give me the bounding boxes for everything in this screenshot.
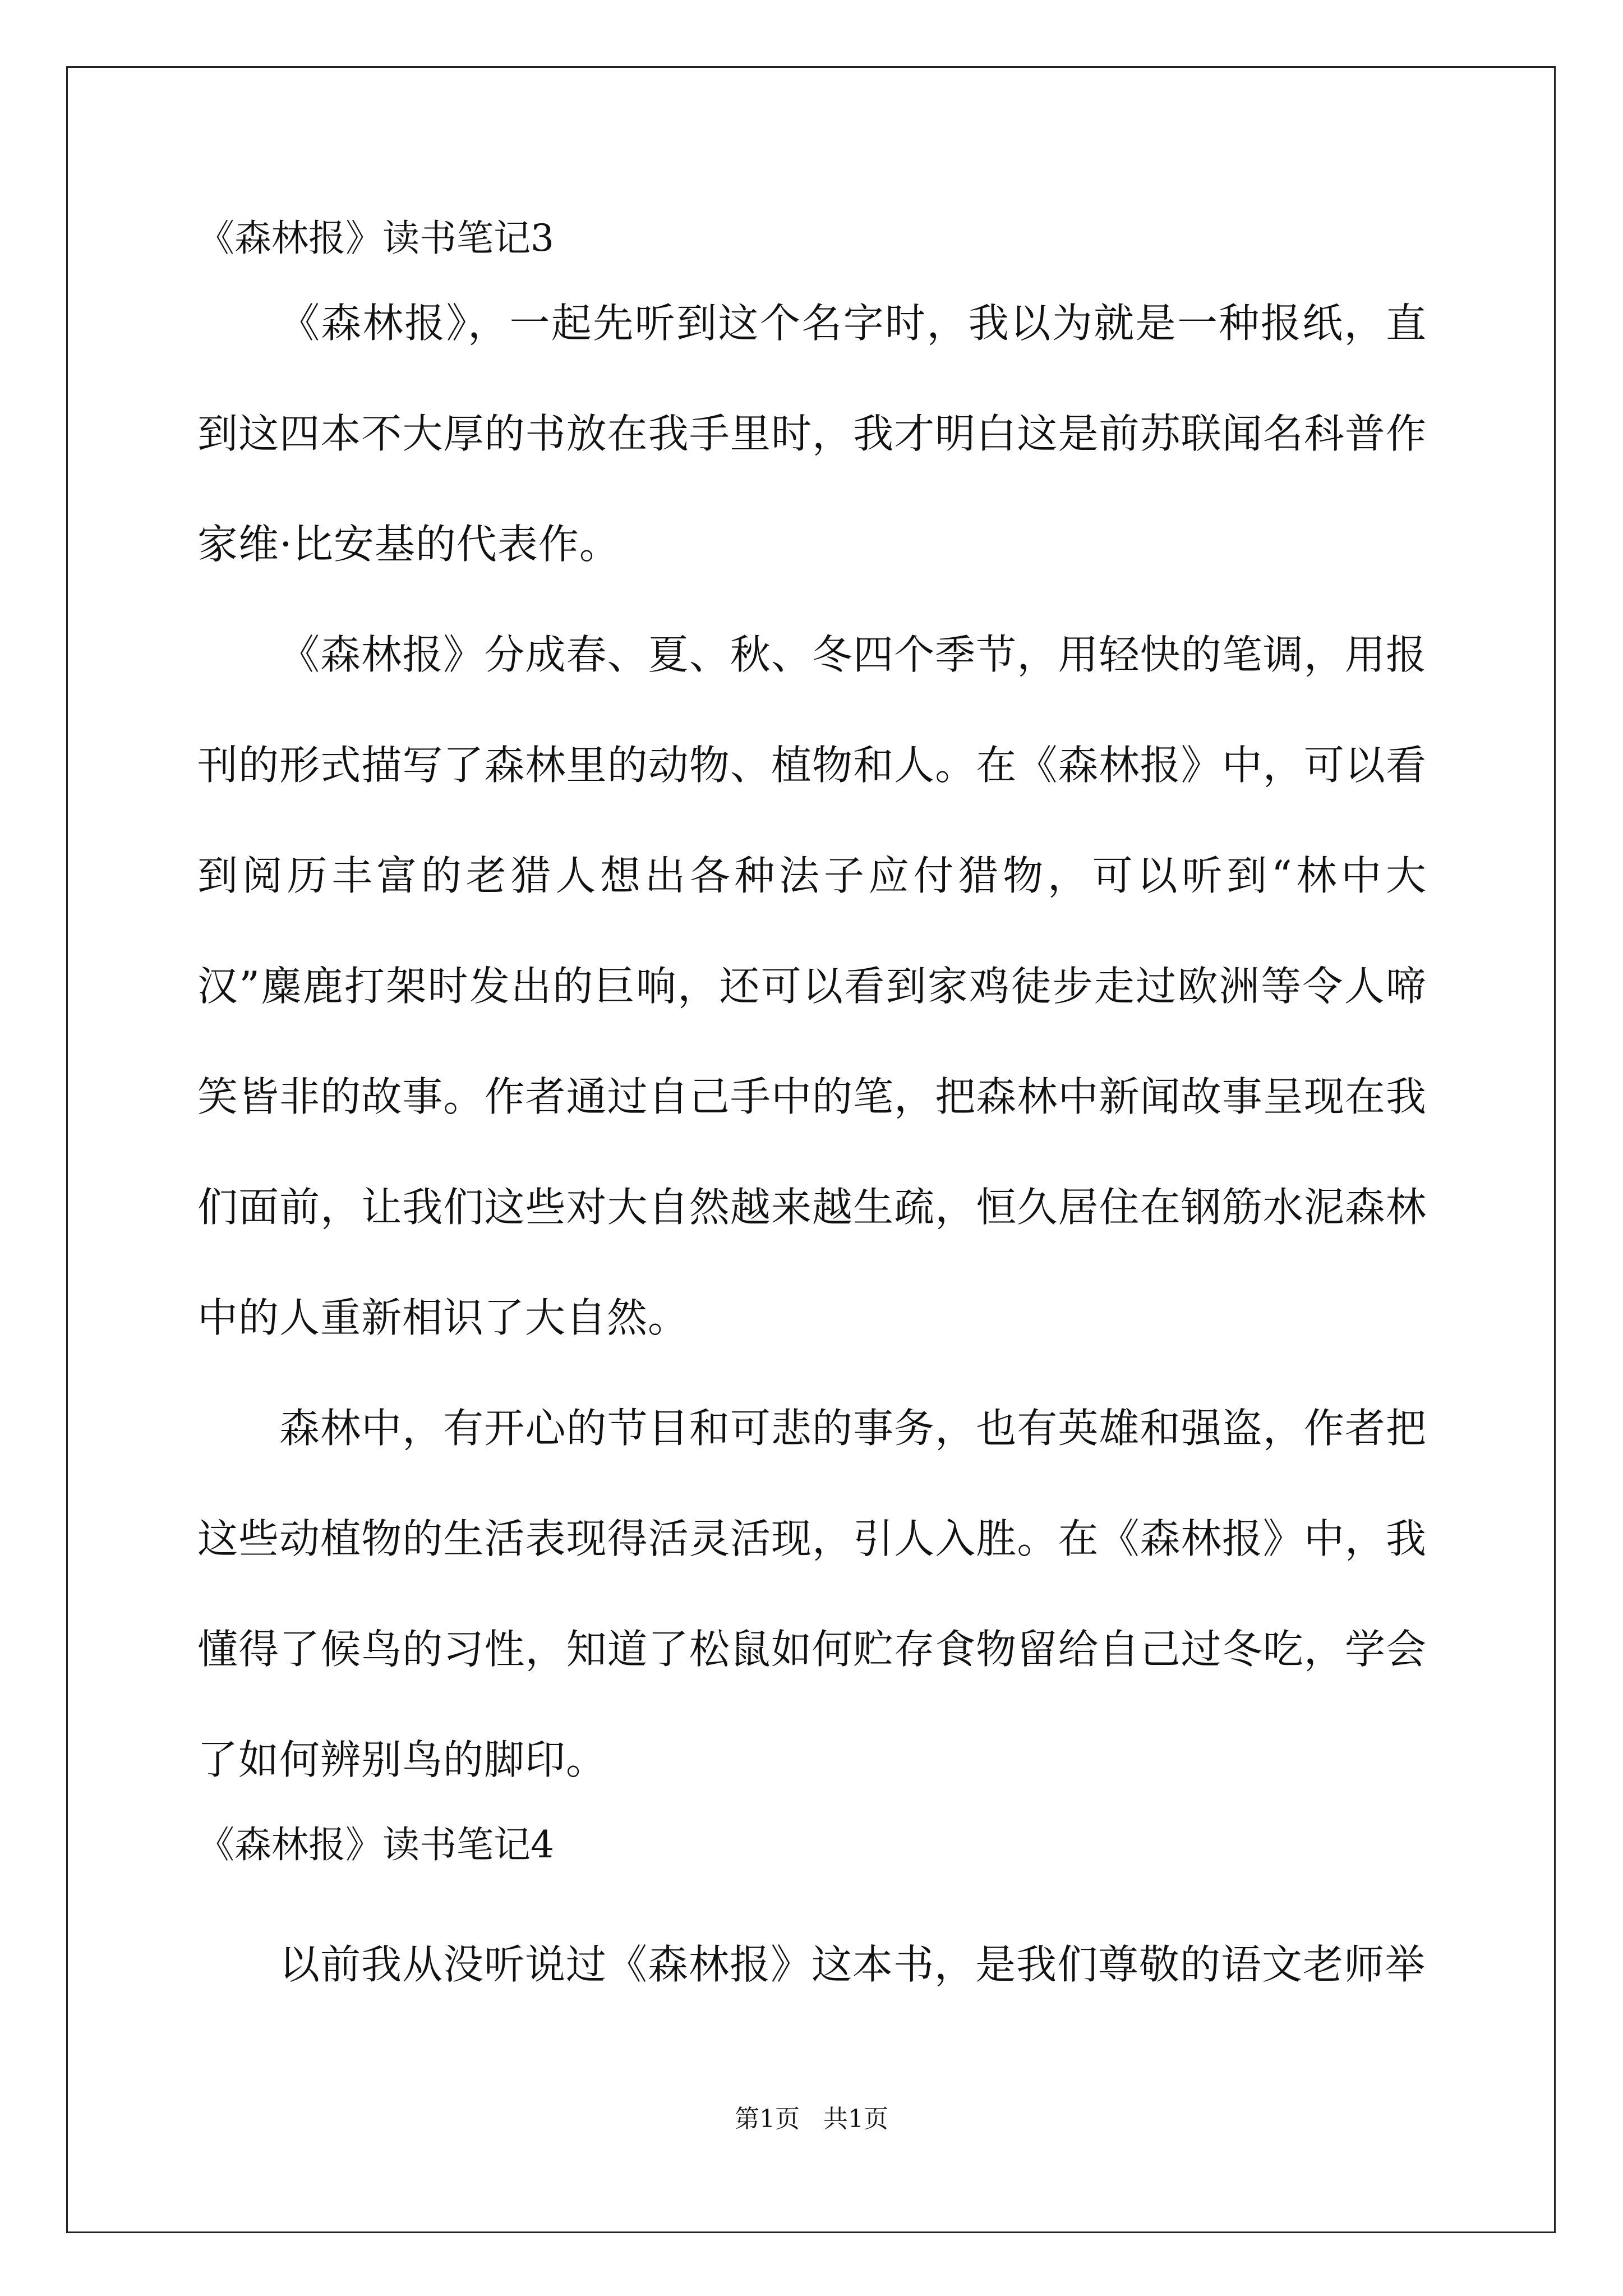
section-heading: 《森林报》读书笔记4 — [197, 1823, 554, 1866]
document-body — [197, 213, 1427, 2020]
section-heading: 《森林报》读书笔记3 — [197, 217, 554, 260]
paragraph: 森林中，有开心的节目和可悲的事务，也有英雄和强盗，作者把这些动植物的生活表现得活灵活现，引人入胜。在《森林报》中，我懂得了候鸟的习性，知道了松鼠如何贮存食物留给自己过冬吃，学会了如何辨别鸟的脚印。 — [197, 1405, 1427, 1783]
paragraph: 以前我从没听说过《森林报》这本书，是我们尊敬的语文老师举 — [279, 1941, 1426, 1988]
paragraph: 《森林报》，一起先听到这个名字时，我以为就是一种报纸，直到这四本不大厚的书放在我手里时，我才明白这是前苏联闻名科普作家维·比安基的代表作。 — [197, 300, 1427, 568]
page-number-footer: 第1页 共1页 — [735, 2105, 888, 2133]
paragraph: 《森林报》分成春、夏、秋、冬四个季节，用轻快的笔调，用报刊的形式描写了森林里的动物、植物和人。在《森林报》中，可以看到阅历丰富的老猎人想出各种法子应付猎物，可以听到“林中大汉”麋鹿打架时发出的巨响，还可以看到家鸡徒步走过欧洲等令人啼笑皆非的故事。作者通过自己手中的笔，把森林中新闻故事呈现在我们面前，让我们这些对大自然越来越生疏，恒久居住在钢筋水泥森林中的人重新相识了大自然。 — [197, 631, 1427, 1341]
